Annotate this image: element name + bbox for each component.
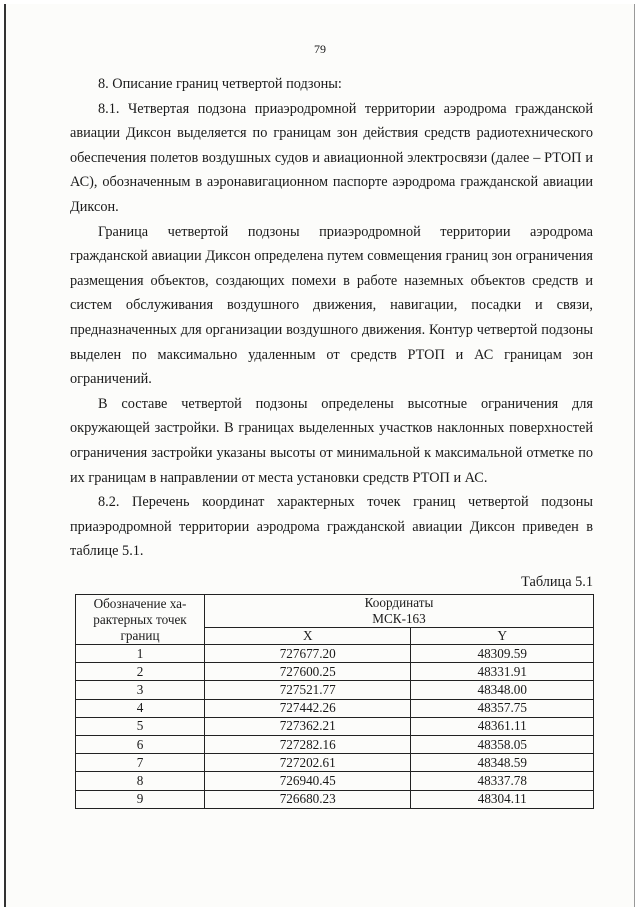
paragraph-boundary: Граница четвертой подзоны приаэродромной территории аэродрома гражданской авиации Диксон определена путем совмещения границ зон ограничения размещения объектов, создающих помехи в работе наземных объектов средств и систем обслуживания воздушного движения, навигации, посадки и связи, предназначенных для организации воздушного движения. Контур четвертой подзоны выделен по максимально удаленным от средств РТОП и АС границам зон ограничений.	[70, 223, 593, 388]
point-number: 3	[76, 681, 205, 699]
header-point-label: Обозначение ха-рактерных точек границ	[76, 595, 205, 645]
table-caption: Таблица 5.1	[521, 573, 593, 590]
coord-y: 48348.00	[411, 681, 594, 699]
table-row	[76, 681, 594, 699]
header-coordinate-system: МСК-163	[372, 611, 426, 626]
header-coordinates-title: Координаты	[364, 595, 434, 610]
paragraph-8-1: 8.1. Четвертая подзона приаэродромной территории аэродрома гражданской авиации Диксон выделяется по границам зон действия средств радиотехнического обеспечения полетов воздушных судов и авиационной электросвязи (далее – РТОП и АС), обозначенным в аэронавигационном паспорте аэродрома гражданской авиации Диксон.	[70, 100, 593, 215]
table-row	[76, 717, 594, 735]
coord-y: 48309.59	[411, 645, 594, 663]
coord-x: 727521.77	[205, 681, 411, 699]
table-row	[76, 772, 594, 790]
coord-y: 48331.91	[411, 663, 594, 681]
coord-x: 726940.45	[205, 772, 411, 790]
point-number: 2	[76, 663, 205, 681]
coord-x: 726680.23	[205, 790, 411, 808]
point-number: 9	[76, 790, 205, 808]
coord-y: 48361.11	[411, 717, 594, 735]
point-number: 8	[76, 772, 205, 790]
coord-x: 727282.16	[205, 735, 411, 753]
table-row	[76, 790, 594, 808]
coord-x: 727362.21	[205, 717, 411, 735]
coord-y: 48357.75	[411, 699, 594, 717]
point-number: 7	[76, 754, 205, 772]
coord-x: 727677.20	[205, 645, 411, 663]
paragraph-height-limits: В составе четвертой подзоны определены высотные ограничения для окружающей застройки. В границах выделенных участков наклонных поверхностей ограничения застройки указаны высоты от минимальной к максимальной отметке по их границам в направлении от места установки средств РТОП и АС.	[70, 395, 593, 486]
coordinates-table	[75, 594, 594, 809]
header-x: X	[205, 628, 411, 645]
table-row	[76, 735, 594, 753]
point-number: 6	[76, 735, 205, 753]
point-number: 5	[76, 717, 205, 735]
page-number: 79	[314, 42, 326, 56]
document-body	[70, 72, 593, 594]
coord-y: 48358.05	[411, 735, 594, 753]
coord-y: 48304.11	[411, 790, 594, 808]
header-coordinates	[205, 595, 594, 628]
table-row	[76, 645, 594, 663]
section-heading: 8. Описание границ четвертой подзоны:	[98, 76, 342, 92]
coord-x: 727442.26	[205, 699, 411, 717]
coord-y: 48337.78	[411, 772, 594, 790]
point-number: 1	[76, 645, 205, 663]
coord-x: 727600.25	[205, 663, 411, 681]
header-y: Y	[411, 628, 594, 645]
table-row	[76, 699, 594, 717]
coord-y: 48348.59	[411, 754, 594, 772]
paragraph-8-2: 8.2. Перечень координат характерных точек границ четвертой подзоны приаэродромной территории аэродрома гражданской авиации Диксон приведен в таблице 5.1.	[70, 494, 593, 560]
table-row	[76, 754, 594, 772]
coord-x: 727202.61	[205, 754, 411, 772]
point-number: 4	[76, 699, 205, 717]
table-row	[76, 663, 594, 681]
